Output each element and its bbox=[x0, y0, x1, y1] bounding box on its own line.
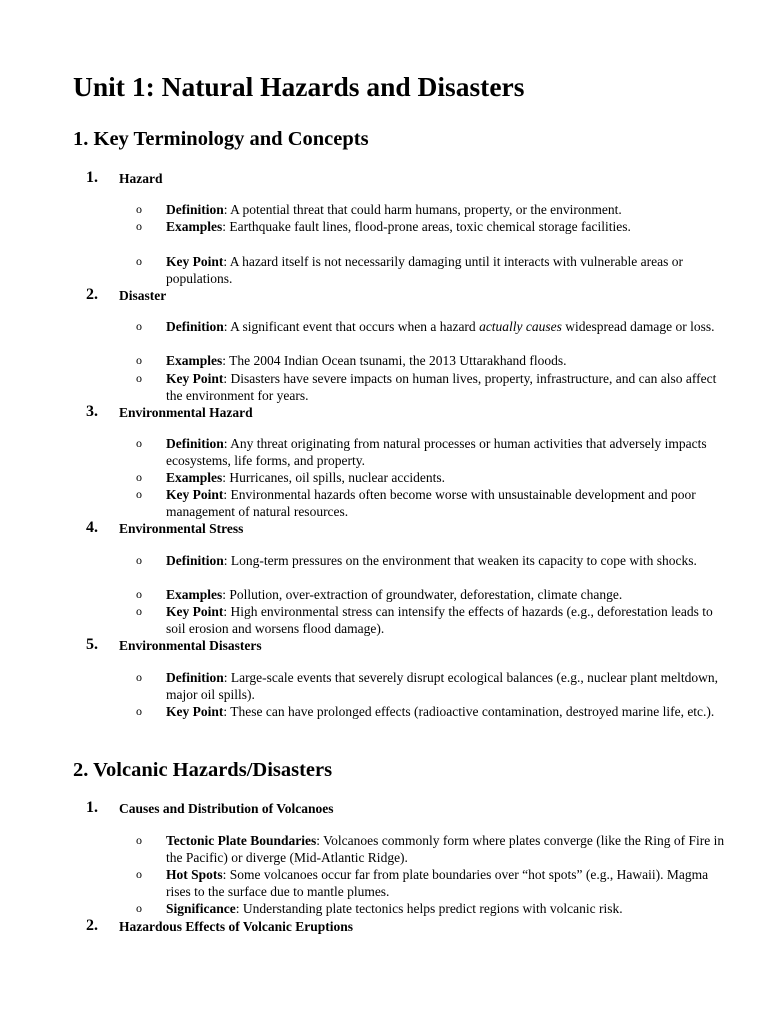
bullet-text: : Any threat originating from natural processes or human activities that adversely impacts ecosystems, life forms, and property. bbox=[166, 436, 707, 468]
bullet-text: : A hazard itself is not necessarily damaging until it interacts with vulnerable areas or populations. bbox=[166, 254, 683, 286]
item-number: 2. bbox=[86, 286, 98, 303]
bullet-label: Significance bbox=[166, 901, 236, 916]
bullet-marker: o bbox=[136, 833, 142, 847]
bullet-examples bbox=[166, 586, 726, 603]
bullet-definition bbox=[166, 669, 726, 703]
bullet-key-point bbox=[166, 603, 726, 637]
item-number: 3. bbox=[86, 403, 98, 420]
bullet-marker: o bbox=[136, 219, 142, 233]
bullet-definition bbox=[166, 201, 726, 218]
bullet-text: : Earthquake fault lines, flood-prone areas, toxic chemical storage facilities. bbox=[222, 219, 631, 234]
item-title-environmental-stress: Environmental Stress bbox=[119, 521, 244, 536]
item-title-volcano-causes: Causes and Distribution of Volcanoes bbox=[119, 801, 334, 816]
bullet-examples bbox=[166, 469, 726, 486]
item-number: 2. bbox=[86, 917, 98, 934]
item-title-volcanic-effects: Hazardous Effects of Volcanic Eruptions bbox=[119, 919, 354, 934]
bullet-label: Examples bbox=[166, 587, 223, 602]
bullet-italic-text: actually causes bbox=[479, 319, 562, 334]
bullet-label: Definition bbox=[166, 319, 224, 334]
item-title-environmental-disasters: Environmental Disasters bbox=[119, 638, 262, 653]
bullet-text: : These can have prolonged effects (radioactive contamination, destroyed marine life, etc.). bbox=[223, 704, 715, 719]
bullet-text: : A significant event that occurs when a hazard bbox=[223, 319, 480, 334]
bullet-marker: o bbox=[136, 470, 142, 484]
bullet-label: Key Point bbox=[166, 704, 224, 719]
bullet-label: Definition bbox=[166, 202, 224, 217]
page-title: Unit 1: Natural Hazards and Disasters bbox=[73, 71, 525, 102]
bullet-marker: o bbox=[136, 202, 142, 216]
bullet-marker: o bbox=[136, 353, 142, 367]
bullet-tectonic-plates bbox=[166, 832, 726, 866]
item-number: 1. bbox=[86, 169, 98, 186]
bullet-label: Key Point bbox=[166, 254, 224, 269]
bullet-label: Key Point bbox=[166, 371, 224, 386]
bullet-label: Examples bbox=[166, 219, 223, 234]
bullet-text: : Volcanoes commonly form where plates converge (like the Ring of Fire in the Pacific) or diverge (Mid-Atlantic Ridge). bbox=[166, 833, 725, 865]
bullet-label: Definition bbox=[166, 436, 224, 451]
section-heading-volcanic: 2. Volcanic Hazards/Disasters bbox=[73, 759, 333, 781]
bullet-text: : A potential threat that could harm humans, property, or the environment. bbox=[223, 202, 622, 217]
bullet-label: Key Point bbox=[166, 604, 224, 619]
bullet-marker: o bbox=[136, 487, 142, 501]
bullet-marker: o bbox=[136, 867, 142, 881]
bullet-marker: o bbox=[136, 436, 142, 450]
bullet-label: Hot Spots bbox=[166, 867, 223, 882]
item-number: 1. bbox=[86, 799, 98, 816]
item-number: 4. bbox=[86, 519, 98, 536]
bullet-label: Definition bbox=[166, 670, 224, 685]
bullet-key-point bbox=[166, 253, 726, 287]
bullet-text: : Some volcanoes occur far from plate boundaries over “hot spots” (e.g., Hawaii). Magma rises to the surface due to mantle plumes. bbox=[166, 867, 709, 899]
bullet-definition bbox=[166, 435, 726, 469]
bullet-marker: o bbox=[136, 371, 142, 385]
bullet-text: : Hurricanes, oil spills, nuclear accidents. bbox=[222, 470, 445, 485]
bullet-label: Key Point bbox=[166, 487, 224, 502]
bullet-text: : High environmental stress can intensify the effects of hazards (e.g., deforestation leads to soil erosion and worsens flood damage). bbox=[166, 604, 713, 636]
bullet-key-point bbox=[166, 703, 726, 720]
bullet-marker: o bbox=[136, 901, 142, 915]
bullet-text: : Environmental hazards often become worse with unsustainable development and poor management of natural resources. bbox=[166, 487, 696, 519]
section-heading-terminology: 1. Key Terminology and Concepts bbox=[73, 128, 369, 150]
bullet-text-after: widespread damage or loss. bbox=[561, 319, 715, 334]
bullet-marker: o bbox=[136, 587, 142, 601]
bullet-text: : Large-scale events that severely disrupt ecological balances (e.g., nuclear plant meltdown, major oil spills). bbox=[166, 670, 718, 702]
bullet-marker: o bbox=[136, 319, 142, 333]
item-number: 5. bbox=[86, 636, 98, 653]
bullet-examples bbox=[166, 352, 726, 369]
bullet-text: : The 2004 Indian Ocean tsunami, the 2013 Uttarakhand floods. bbox=[222, 353, 567, 368]
bullet-text: : Pollution, over-extraction of groundwater, deforestation, climate change. bbox=[222, 587, 623, 602]
bullet-key-point bbox=[166, 370, 726, 404]
bullet-text: : Long-term pressures on the environment that weaken its capacity to cope with shocks. bbox=[223, 553, 697, 568]
bullet-examples bbox=[166, 218, 726, 235]
bullet-significance bbox=[166, 900, 726, 917]
bullet-text: : Understanding plate tectonics helps predict regions with volcanic risk. bbox=[235, 901, 623, 916]
item-title-environmental-hazard: Environmental Hazard bbox=[119, 405, 253, 420]
bullet-label: Definition bbox=[166, 553, 224, 568]
bullet-marker: o bbox=[136, 670, 142, 684]
bullet-definition bbox=[166, 552, 726, 569]
bullet-marker: o bbox=[136, 704, 142, 718]
bullet-marker: o bbox=[136, 604, 142, 618]
bullet-marker: o bbox=[136, 254, 142, 268]
bullet-key-point bbox=[166, 486, 726, 520]
bullet-marker: o bbox=[136, 553, 142, 567]
item-title-disaster: Disaster bbox=[119, 288, 167, 303]
bullet-hot-spots bbox=[166, 866, 726, 900]
item-title-hazard: Hazard bbox=[119, 171, 163, 186]
bullet-text: : Disasters have severe impacts on human lives, property, infrastructure, and can also affect the environment for years. bbox=[166, 371, 717, 403]
bullet-label: Examples bbox=[166, 353, 223, 368]
bullet-definition bbox=[166, 318, 726, 335]
bullet-label: Tectonic Plate Boundaries bbox=[166, 833, 317, 848]
bullet-label: Examples bbox=[166, 470, 223, 485]
